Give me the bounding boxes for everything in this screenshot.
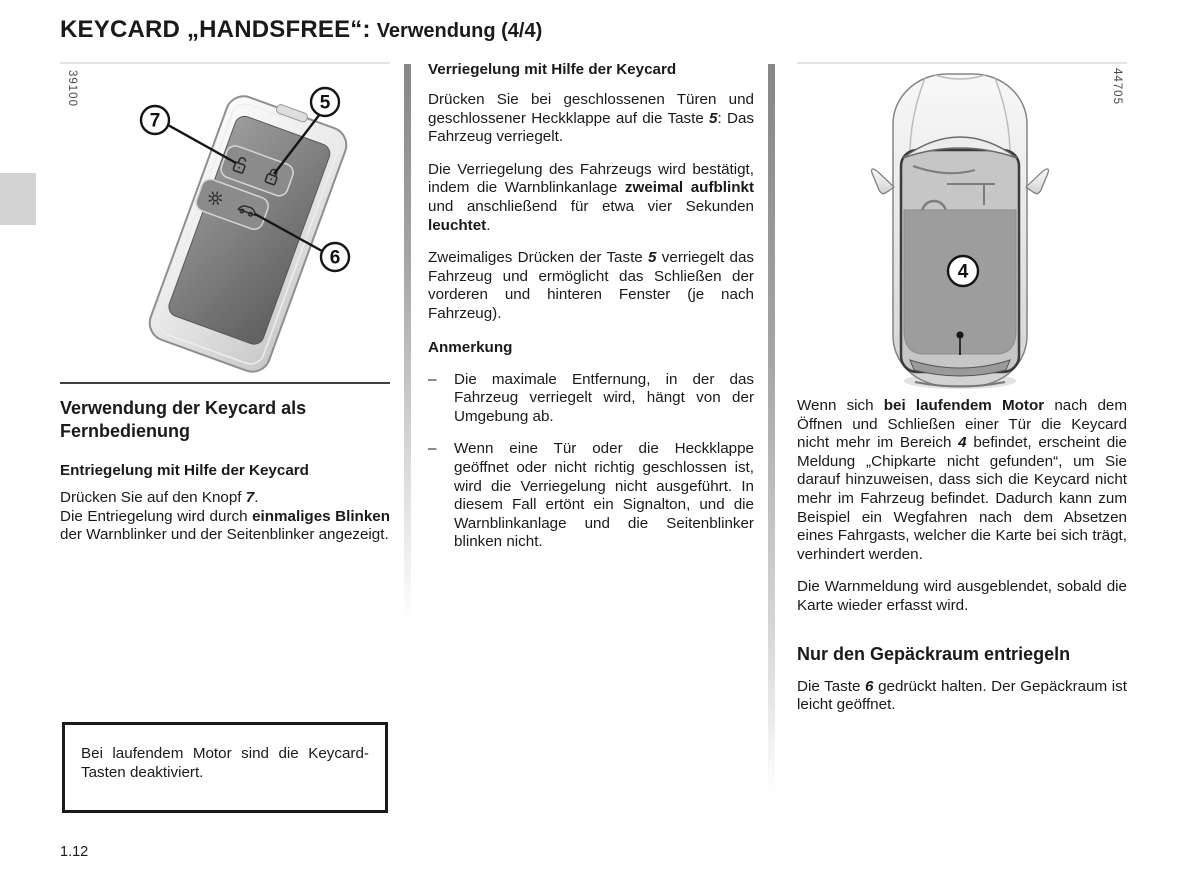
- list-item: [428, 440, 754, 552]
- right-mirror: [1026, 169, 1048, 194]
- right-heading-trunk: Nur den Gepäckraum entriegeln: [797, 643, 1071, 664]
- left-subheading: Entriegelung mit Hilfe der Keycard: [60, 462, 309, 479]
- left-paragraph-2: Die Entriegelung wird durch einmaliges Blinken der Warnblinker und der Seitenblinker angezeigt.: [60, 507, 390, 544]
- right-column: [797, 62, 1127, 715]
- bullet-dash: –: [428, 440, 437, 458]
- note-box-text: Bei laufendem Motor sind die Keycard-Tasten deaktiviert.: [81, 745, 369, 781]
- keycard-body: [145, 87, 353, 376]
- list-item: [428, 371, 754, 427]
- left-column: [60, 62, 390, 545]
- svg-text:6: 6: [329, 247, 341, 269]
- chapter-edge-tab: [0, 173, 36, 225]
- column-divider-left: [404, 64, 411, 624]
- right-paragraph-2: Die Warnmeldung wird ausgeblendet, sobald die Karte wieder erfasst wird.: [797, 578, 1127, 614]
- middle-heading: Verriegelung mit Hilfe der Keycard: [428, 61, 677, 78]
- middle-paragraph-2: Die Verriegelung des Fahrzeugs wird bestätigt, indem die Warnblinkanlage zweimal aufblinkt und anschließend für etwa vier Sekunden leuchtet.: [428, 160, 754, 234]
- engine-running-note-box: [62, 722, 388, 813]
- left-mirror: [872, 169, 894, 194]
- antenna-marker-dot: [956, 331, 963, 338]
- page-title-sub: Verwendung (4/4): [376, 20, 543, 42]
- page-title: [60, 16, 542, 44]
- left-paragraph-1: Drücken Sie auf den Knopf 7.: [60, 489, 259, 506]
- page-number: 1.12: [60, 844, 89, 860]
- page-title-main: KEYCARD „HANDSFREE“:: [60, 16, 371, 43]
- figure-car: [797, 62, 1127, 390]
- bullet-text: Die maximale Entfernung, in der das Fahrzeug verriegelt wird, hängt von der Umgebung ab.: [454, 370, 754, 425]
- figure-ref-car: 44705: [1111, 68, 1123, 105]
- car-top-view-illustration: [797, 64, 1127, 390]
- figure-keycard: [60, 62, 390, 384]
- svg-text:5: 5: [319, 92, 331, 114]
- bullet-dash: –: [428, 370, 437, 388]
- callout-4: [948, 256, 978, 286]
- bullet-text: Wenn eine Tür oder die Heckklappe geöffnet oder nicht richtig geschlossen ist, wird die Verriegelung nicht ausgeführt. In diesem Fall ertönt ein Signalton, und die Warnblinkanlage und die Seitenblinker blinken nicht.: [454, 440, 754, 551]
- callout-6: [321, 243, 349, 271]
- column-divider-right: [768, 64, 775, 799]
- right-paragraph-3: Die Taste 6 gedrückt halten. Der Gepäckraum ist leicht geöffnet.: [797, 677, 1127, 714]
- callout-5: [311, 88, 339, 116]
- left-heading: Verwendung der Keycard als Fernbedienung: [60, 398, 307, 441]
- figure-ref-keycard: 39100: [66, 70, 78, 107]
- middle-paragraph-3: Zweimaliges Drücken der Taste 5 verriegelt das Fahrzeug und ermöglicht das Schließen der vorderen und hinteren Fenster (je nach Fahrzeug).: [428, 249, 755, 322]
- right-paragraph-1: Wenn sich bei laufendem Motor nach dem Öffnen und Schließen einer Tür die Keycard nicht mehr im Bereich 4 befindet, erscheint die Meldung „Chipkarte nicht gefunden“, um Sie darauf hinzuweisen, dass sich die Keycard nicht mehr im Fahrzeug befindet. Dadurch kann zum Beispiel ein Wegfahren nach dem Absetzen eines Fahrgasts, welcher die Karte bei sich trägt, verhindert werden.: [797, 397, 1127, 563]
- middle-paragraph-1: Drücken Sie bei geschlossenen Türen und geschlossener Heckklappe auf die Taste 5: Das Fahrzeug verriegelt.: [428, 91, 754, 146]
- svg-text:4: 4: [957, 261, 969, 283]
- callout-7: [141, 106, 169, 134]
- middle-column: [428, 60, 754, 552]
- svg-text:7: 7: [149, 110, 161, 132]
- middle-note-heading: Anmerkung: [428, 338, 513, 356]
- keycard-illustration: [60, 64, 390, 382]
